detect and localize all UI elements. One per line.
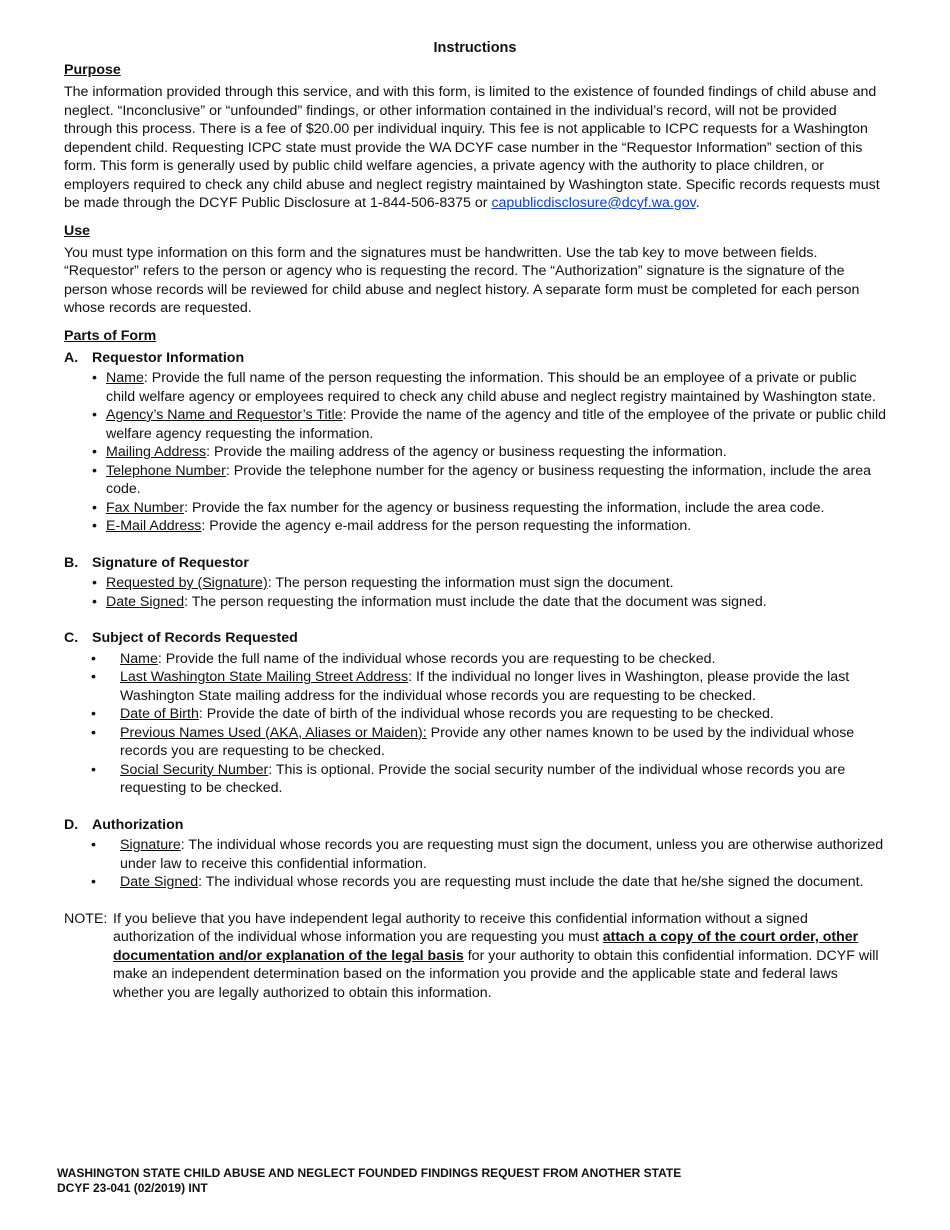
part-b-list (64, 574, 886, 611)
instructions-page (64, 40, 886, 1002)
item-text: : Provide the full name of the individual whose records you are requesting to be checked. (157, 650, 716, 667)
part-d-letter: D. (64, 816, 79, 833)
list-item (64, 593, 886, 612)
note-text-emphasis: attach a copy of the court order, other documentation and/or explanation of the legal basis (113, 929, 859, 964)
item-term: Telephone Number (106, 462, 226, 479)
purpose-heading: Purpose (64, 62, 121, 78)
item-text: : Provide the date of birth of the individual whose records you are requesting to be checked. (198, 706, 774, 722)
note-text-post: for your authority to obtain this confidential information. DCYF will make an independent determination based on the information you provide and the applicable state and federal laws whether you are legally authorized to obtain this information. (113, 947, 879, 1001)
page-title: Instructions (433, 40, 517, 56)
item-text: : Provide the agency e-mail address for the person requesting the information. (201, 518, 692, 534)
item-text: : If the individual no longer lives in Washington, please provide the last Washington State mailing address for the individual whose records you are requesting to be checked. (120, 669, 850, 704)
part-d-section (64, 816, 886, 892)
item-text: : The person requesting the information must sign the document. (267, 575, 674, 591)
item-term: Requested by (Signature) (106, 575, 268, 591)
legal-authority-note (64, 910, 886, 1003)
list-item (64, 406, 886, 443)
item-text: : The individual whose records you are requesting must include the date that he/she signed the document. (198, 874, 864, 890)
part-b-title: Signature of Requestor (92, 554, 249, 571)
note-text-pre: If you believe that you have independent legal authority to receive this confidential information without a signed authorization of the individual whose information you are requesting you must (113, 910, 808, 945)
item-term: Date of Birth (120, 706, 199, 722)
part-a-letter: A. (64, 349, 79, 366)
item-text: : The individual whose records you are requesting must sign the document, unless you are otherwise authorized under law to receive this confidential information. (120, 837, 884, 872)
purpose-end: . (695, 195, 700, 211)
part-a-list (64, 369, 886, 536)
item-term: Agency’s Name and Requestor’s Title (106, 407, 343, 423)
item-term: Date Signed (106, 593, 185, 610)
list-item (64, 724, 886, 761)
item-term: Previous Names Used (AKA, Aliases or Maiden): (120, 724, 427, 741)
item-term: Signature (120, 837, 181, 853)
parts-heading: Parts of Form (64, 327, 157, 344)
part-d-heading (64, 816, 886, 835)
part-c-title: Subject of Records Requested (92, 630, 298, 646)
part-c-section (64, 629, 886, 798)
part-d-title: Authorization (92, 816, 184, 833)
form-title: WASHINGTON STATE CHILD ABUSE AND NEGLECT FOUNDED FINDINGS REQUEST FROM ANOTHER STATE (57, 1166, 682, 1180)
form-number: DCYF 23-041 (02/2019) INT (57, 1181, 208, 1195)
form-footer (57, 1166, 681, 1196)
list-item (64, 517, 886, 536)
purpose-paragraph (64, 83, 886, 213)
item-text: : Provide the fax number for the agency or business requesting the information, include the area code. (184, 499, 825, 516)
list-item (64, 668, 886, 705)
part-b-section (64, 554, 886, 612)
list-item (64, 705, 886, 724)
use-paragraph: You must type information on this form and the signatures must be handwritten. Use the tab key to move between fields. “Requestor” refers to the person or agency who is requesting the record. The “Authorization” signature is the signature of the person whose records will be reviewed for child abuse and neglect history. A separate form must be completed for each person whose records are requested. (64, 244, 860, 316)
list-item (64, 443, 886, 462)
part-a-heading (64, 349, 886, 368)
public-disclosure-email-link[interactable]: capublicdisclosure@dcyf.wa.gov (491, 195, 696, 211)
item-term: E-Mail Address (106, 518, 202, 534)
part-a-section (64, 349, 886, 536)
use-heading: Use (64, 222, 91, 239)
note-label: NOTE: (64, 910, 108, 927)
item-term: Date Signed (120, 874, 199, 890)
list-item (64, 873, 886, 892)
item-term: Name (106, 370, 144, 386)
item-term: Fax Number (106, 499, 185, 516)
item-text: Provide any other names known to be used by the individual whose records you are requesting to be checked. (120, 724, 855, 759)
list-item (64, 761, 886, 798)
item-text: : This is optional. Provide the social security number of the individual whose records you are requesting to be checked. (120, 761, 846, 796)
item-term: Mailing Address (106, 444, 207, 460)
note-body (113, 910, 886, 1003)
list-item (64, 369, 886, 406)
item-text: : Provide the mailing address of the agency or business requesting the information. (206, 444, 727, 460)
list-item (64, 499, 886, 518)
item-term: Last Washington State Mailing Street Address (120, 669, 409, 685)
list-item (64, 836, 886, 873)
item-text: : Provide the name of the agency and title of the employee of the private or public child welfare agency requesting the information. (106, 407, 886, 442)
purpose-text: The information provided through this service, and with this form, is limited to the existence of founded findings of child abuse and neglect. “Inconclusive” or “unfounded” findings, or other information contained in the individual’s record, will not be provided through this process. There is a fee of $20.00 per individual inquiry. This fee is not applicable to ICPC requests for a Washington dependent child. Requesting ICPC state must provide the WA DCYF case number in the “Requestor Information” section of this form. This form is generally used by public child welfare agencies, a private agency with the authority to place children, or employers required to check any child abuse and neglect registry maintained by Washington state. Specific records requests must be made through the DCYF Public Disclosure at 1-844-506-8375 or (64, 84, 880, 211)
part-a-title: Requestor Information (92, 349, 245, 366)
part-c-letter: C. (64, 630, 79, 646)
part-c-heading (64, 629, 886, 648)
list-item (64, 462, 886, 499)
part-c-list (64, 650, 886, 798)
part-b-heading (64, 554, 886, 573)
item-text: : The person requesting the information must include the date that the document was signed. (184, 593, 767, 610)
item-text: : Provide the full name of the person requesting the information. This should be an employee of a private or public child welfare agency or employees required to check any child abuse and neglect registry maintained by Washington state. (106, 370, 876, 405)
item-term: Social Security Number (120, 761, 269, 778)
item-term: Name (120, 650, 158, 667)
item-text: : Provide the telephone number for the agency or business requesting the information, include the area code. (106, 462, 872, 497)
part-b-letter: B. (64, 554, 79, 571)
list-item (64, 574, 886, 593)
list-item (64, 650, 886, 669)
part-d-list (64, 836, 886, 892)
